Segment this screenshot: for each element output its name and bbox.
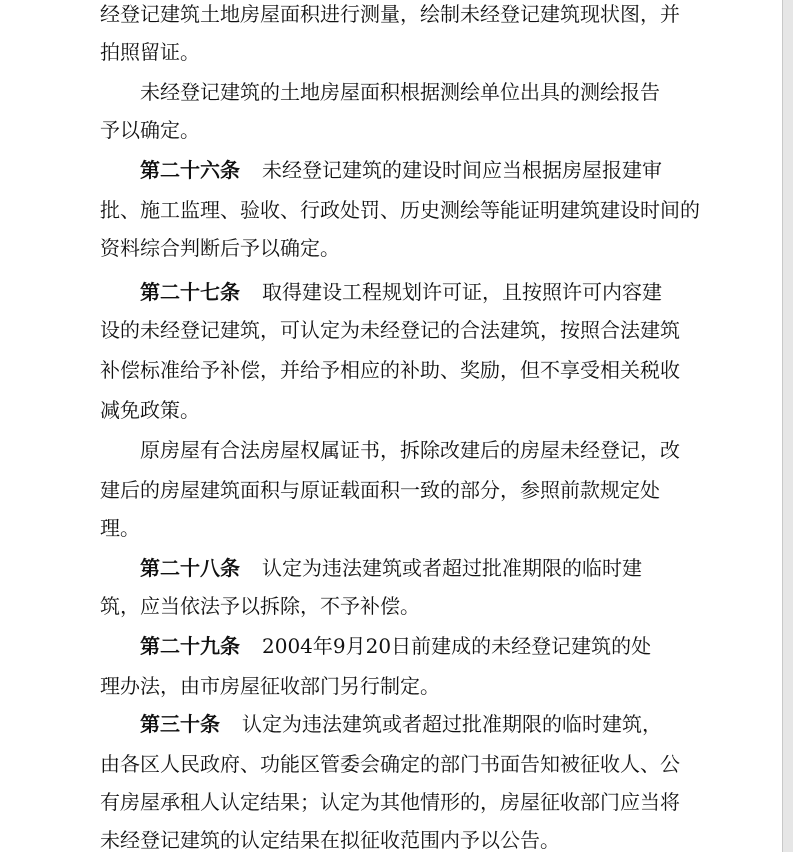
text-line: 未经登记建筑的建设时间应当根据房屋报建审 bbox=[262, 158, 662, 182]
text-line: 建后的房屋建筑面积与原证载面积一致的部分，参照前款规定处 bbox=[100, 478, 660, 502]
text-line: 补偿标准给予补偿，并给予相应的补助、奖励，但不享受相关税收 bbox=[100, 358, 680, 382]
text-line: 经登记建筑土地房屋面积进行测量，绘制未经登记建筑现状图，并 bbox=[100, 2, 680, 26]
text-line: 未经登记建筑的认定结果在拟征收范围内予以公告。 bbox=[100, 828, 560, 852]
text-line: 资料综合判断后予以确定。 bbox=[100, 236, 340, 260]
text-line: 予以确定。 bbox=[100, 118, 200, 142]
text-line: 认定为违法建筑或者超过批准期限的临时建筑， bbox=[242, 712, 662, 736]
article-heading: 第二十九条 bbox=[140, 634, 240, 658]
text-line: 减免政策。 bbox=[100, 398, 200, 422]
article-heading: 第二十八条 bbox=[140, 556, 240, 580]
text-line: 2004年9月20日前建成的未经登记建筑的处 bbox=[262, 634, 652, 658]
text-line: 未经登记建筑的土地房屋面积根据测绘单位出具的测绘报告 bbox=[140, 80, 660, 104]
text-line: 原房屋有合法房屋权属证书，拆除改建后的房屋未经登记，改 bbox=[140, 438, 680, 462]
text-line: 筑，应当依法予以拆除，不予补偿。 bbox=[100, 594, 420, 618]
text-line: 理。 bbox=[100, 516, 140, 540]
text-line: 由各区人民政府、功能区管委会确定的部门书面告知被征收人、公 bbox=[100, 752, 680, 776]
text-line: 有房屋承租人认定结果；认定为其他情形的，房屋征收部门应当将 bbox=[100, 790, 680, 814]
text-line: 拍照留证。 bbox=[100, 40, 200, 64]
text-line: 认定为违法建筑或者超过批准期限的临时建 bbox=[262, 556, 642, 580]
page-edge bbox=[782, 0, 793, 852]
text-line: 理办法，由市房屋征收部门另行制定。 bbox=[100, 674, 440, 698]
text-line: 设的未经登记建筑，可认定为未经登记的合法建筑，按照合法建筑 bbox=[100, 318, 680, 342]
article-heading: 第三十条 bbox=[140, 712, 220, 736]
text-line: 批、施工监理、验收、行政处罚、历史测绘等能证明建筑建设时间的 bbox=[100, 198, 700, 222]
article-heading: 第二十六条 bbox=[140, 158, 240, 182]
article-heading: 第二十七条 bbox=[140, 280, 240, 304]
text-line: 取得建设工程规划许可证，且按照许可内容建 bbox=[262, 280, 662, 304]
